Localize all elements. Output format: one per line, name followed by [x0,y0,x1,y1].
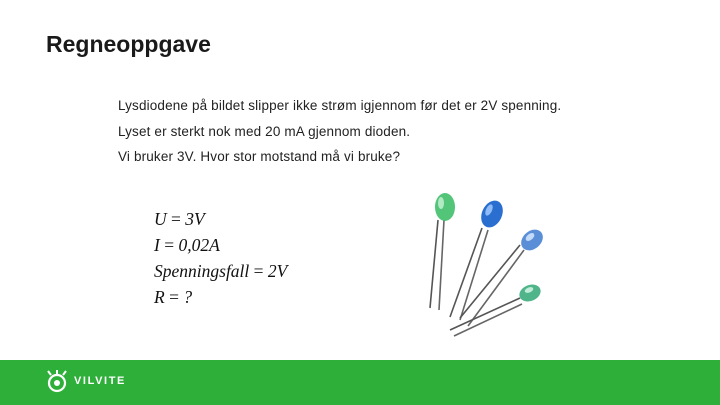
vilvite-logo [44,368,126,394]
formula-var: U [154,209,167,229]
blue-led-icon [450,197,507,320]
green-led-icon [430,193,455,310]
formula-voltage-drop [154,258,287,284]
formula-voltage [154,206,287,232]
vilvite-logo-icon [44,368,70,394]
slide-title: Regneoppgave [46,31,211,57]
problem-text [118,93,561,170]
equals-sign: = [169,287,184,307]
formula-value: 0,02A [178,235,220,255]
formula-block [154,206,287,310]
brand-name: VILVITE [74,375,126,387]
led-photo [410,190,560,340]
problem-line-1: Lysdiodene på bildet slipper ikke strøm igjennom før det er 2V spenning. [118,98,562,113]
problem-line-2: Lyset er sterkt nok med 20 mA gjennom dioden. [118,123,411,139]
formula-value: 2V [267,261,288,281]
formula-resistance [154,284,287,310]
problem-line-3: Vi bruker 3V. Hvor stor motstand må vi bruke? [118,149,401,164]
equals-sign: = [253,261,268,281]
formula-var: R [154,287,165,307]
equals-sign: = [171,209,186,229]
formula-value: 3V [185,209,205,229]
formula-value: ? [183,287,193,307]
formula-current [154,232,287,258]
formula-var: I [154,235,160,255]
formula-var: Spenningsfall [154,261,250,281]
equals-sign: = [164,235,179,255]
